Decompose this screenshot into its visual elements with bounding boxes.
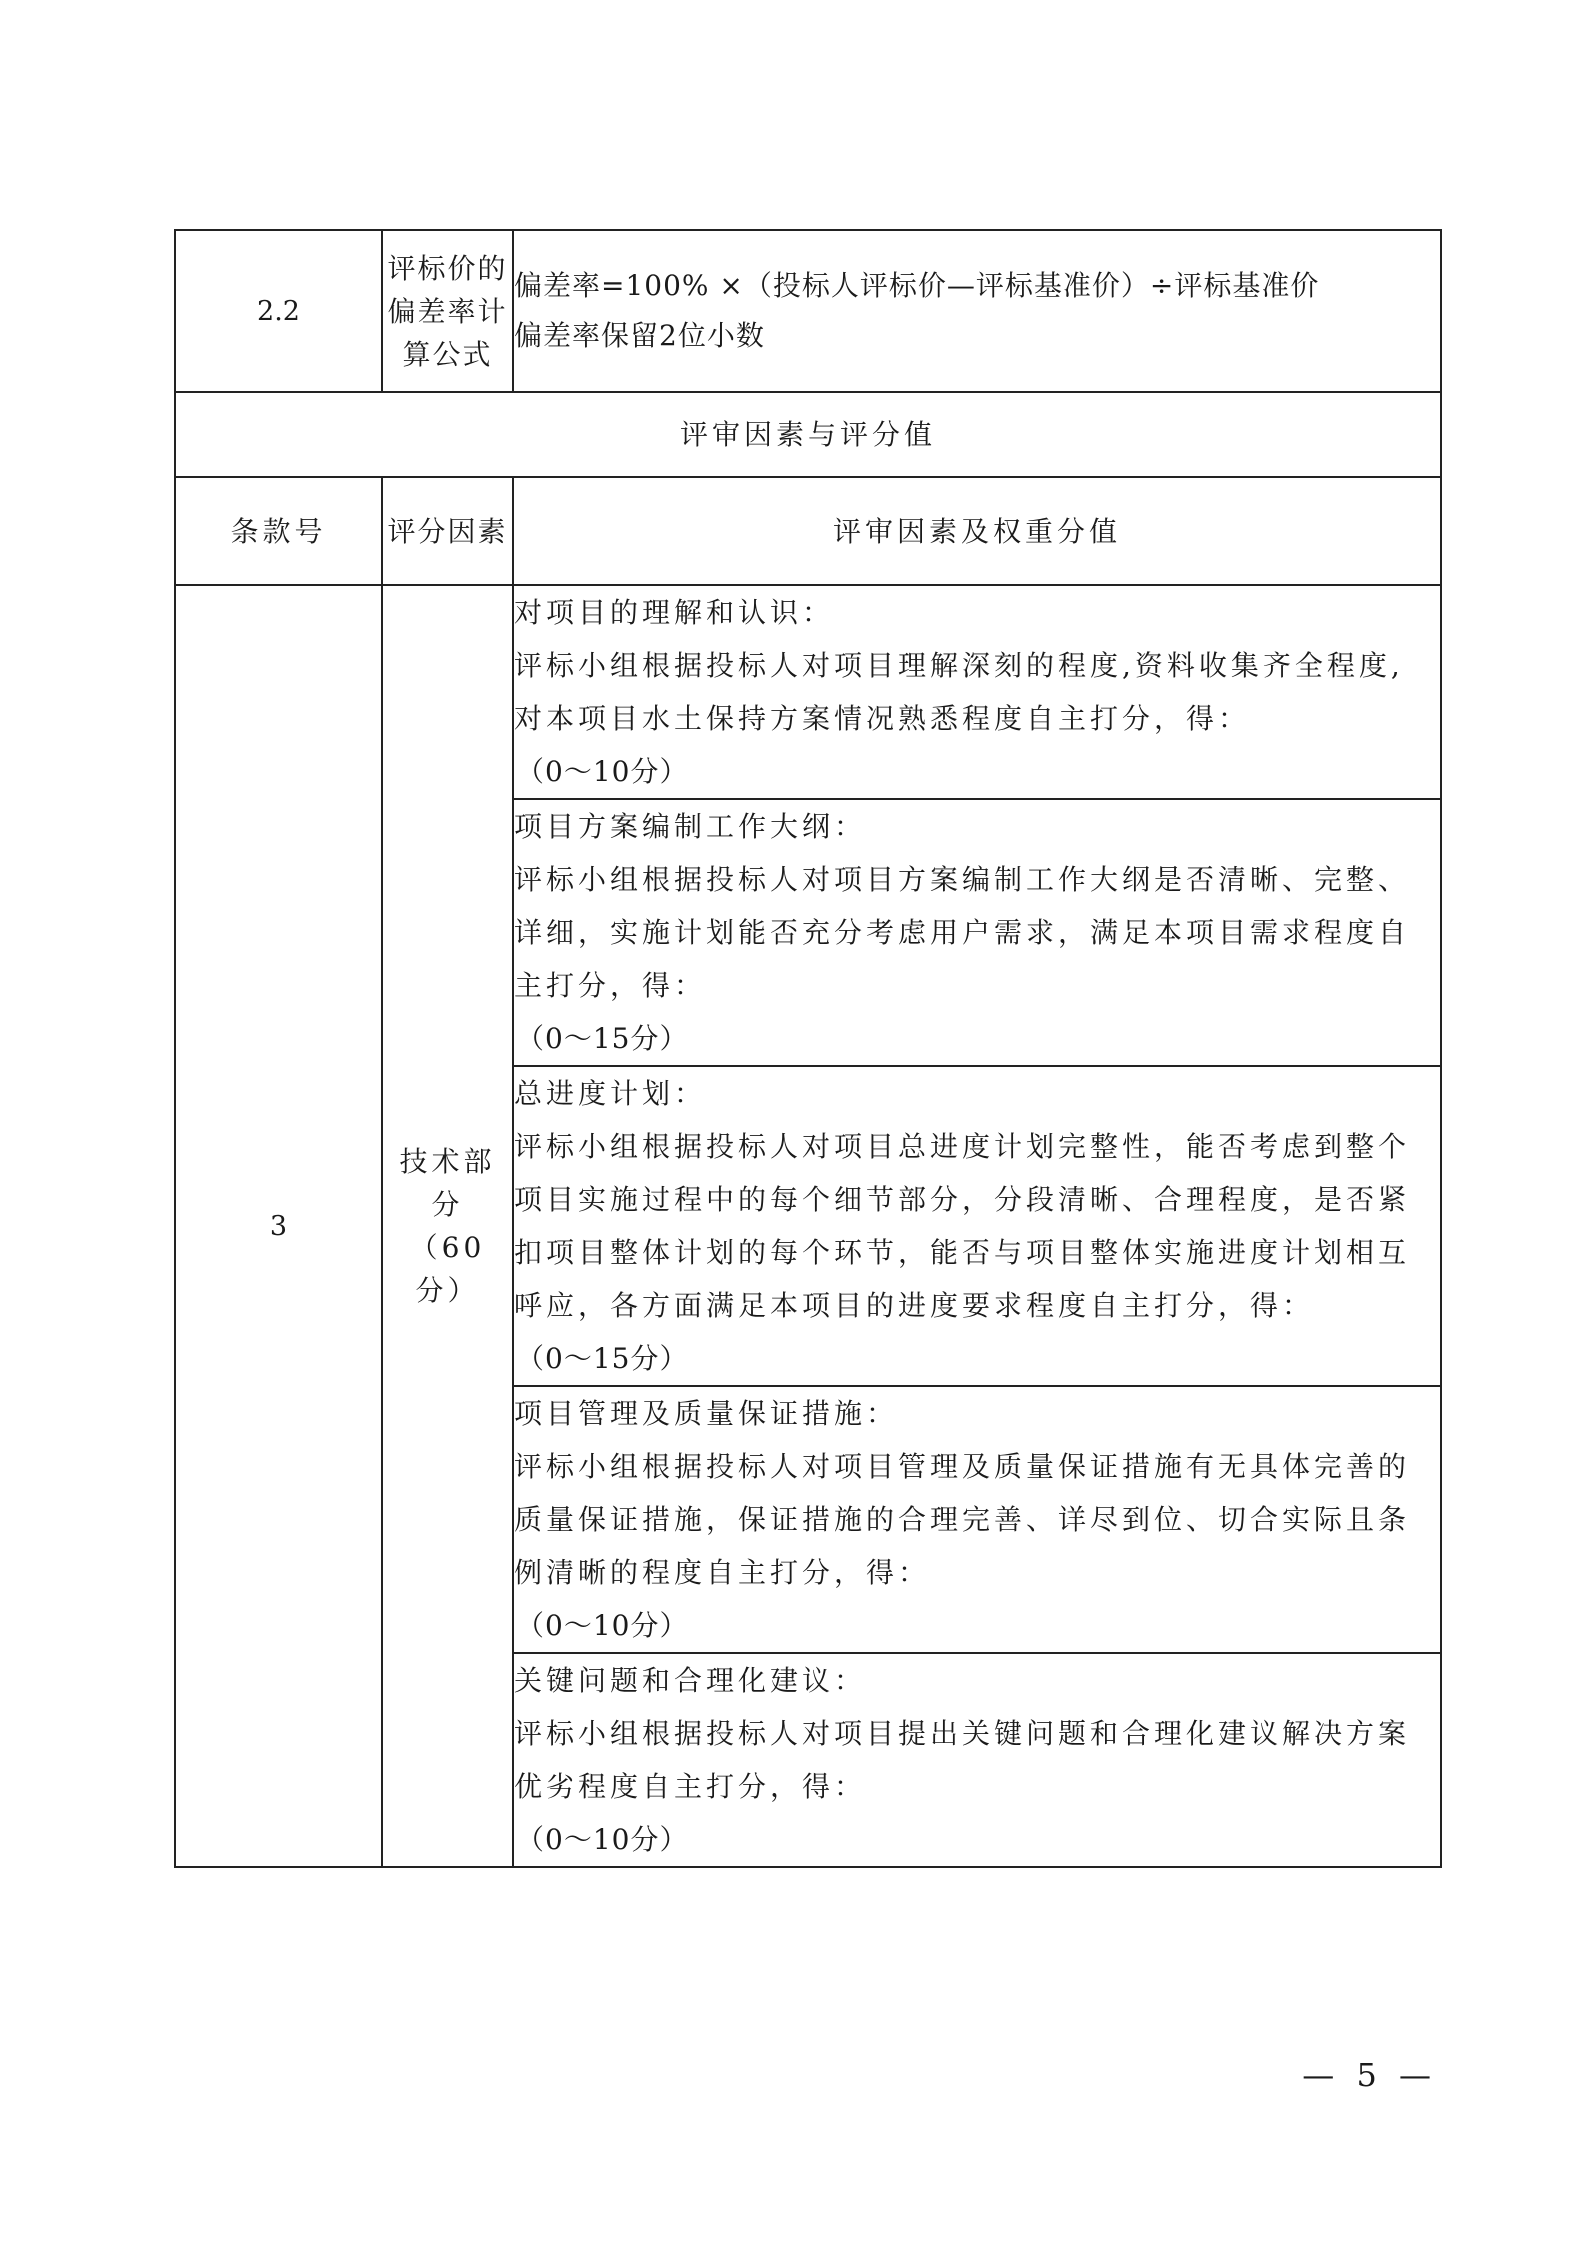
formula-note: 偏差率保留2位小数	[514, 319, 765, 352]
criteria-item	[513, 799, 1441, 1066]
factor-line: （60	[409, 1231, 486, 1264]
item-score: （0～15分）	[516, 1342, 689, 1375]
item-title: 总进度计划：	[514, 1077, 707, 1110]
criteria-item	[513, 1653, 1441, 1867]
formula-line: 偏差率=100% ×（投标人评标价—评标基准价）÷评标基准价	[514, 269, 1320, 302]
item-title: 关键问题和合理化建议：	[514, 1664, 867, 1697]
item-line: 对本项目水土保持方案情况熟悉程度自主打分，得：	[514, 702, 1251, 735]
item-line: 项目实施过程中的每个细节部分，分段清晰、合理程度，是否紧	[514, 1183, 1411, 1216]
criteria-item	[513, 585, 1441, 799]
item-line: 评标小组根据投标人对项目总进度计划完整性，能否考虑到整个	[514, 1130, 1411, 1163]
formula-cell	[513, 230, 1441, 392]
item-title: 项目管理及质量保证措施：	[514, 1397, 899, 1430]
criteria-item	[513, 1066, 1441, 1386]
factor-line: 分	[431, 1188, 464, 1221]
criteria-item	[513, 1386, 1441, 1653]
item-line: 优劣程度自主打分，得：	[514, 1770, 867, 1803]
scoring-table	[174, 229, 1442, 1868]
item-line: 评标小组根据投标人对项目方案编制工作大纲是否清晰、完整、	[514, 863, 1411, 896]
factor-cell: 评标价的偏差率计算公式	[382, 230, 513, 392]
clause-cell: 2.2	[175, 230, 382, 392]
item-line: 例清晰的程度自主打分，得：	[514, 1556, 931, 1589]
factor-line: 技术部	[399, 1145, 496, 1178]
item-line: 评标小组根据投标人对项目理解深刻的程度,资料收集齐全程度,	[514, 649, 1404, 682]
item-line: 评标小组根据投标人对项目管理及质量保证措施有无具体完善的	[514, 1450, 1411, 1483]
item-line: 详细，实施计划能否充分考虑用户需求，满足本项目需求程度自	[514, 916, 1411, 949]
item-score: （0～10分）	[516, 1823, 689, 1856]
item-score: （0～15分）	[516, 1022, 689, 1055]
page-number: — 5 —	[1302, 2056, 1437, 2094]
factor-line: 分）	[415, 1274, 480, 1307]
item-line: 评标小组根据投标人对项目提出关键问题和合理化建议解决方案	[514, 1717, 1411, 1750]
clause-cell: 3	[175, 585, 382, 1867]
table-row-formula	[175, 230, 1441, 392]
item-line: 主打分，得：	[514, 969, 707, 1002]
table-row-item	[175, 585, 1441, 799]
item-line: 扣项目整体计划的每个环节，能否与项目整体实施进度计划相互	[514, 1236, 1411, 1269]
section-title: 评审因素与评分值	[175, 392, 1441, 477]
table-row-section-title	[175, 392, 1441, 477]
item-title: 项目方案编制工作大纲：	[514, 810, 867, 843]
item-score: （0～10分）	[516, 755, 689, 788]
item-line: 呼应，各方面满足本项目的进度要求程度自主打分，得：	[514, 1289, 1315, 1322]
header-clause: 条款号	[175, 477, 382, 585]
factor-cell	[382, 585, 513, 1867]
header-criteria: 评审因素及权重分值	[513, 477, 1441, 585]
item-line: 质量保证措施，保证措施的合理完善、详尽到位、切合实际且条	[514, 1503, 1411, 1536]
header-factor: 评分因素	[382, 477, 513, 585]
item-title: 对项目的理解和认识：	[514, 596, 835, 629]
table-row-headers	[175, 477, 1441, 585]
item-score: （0～10分）	[516, 1609, 689, 1642]
